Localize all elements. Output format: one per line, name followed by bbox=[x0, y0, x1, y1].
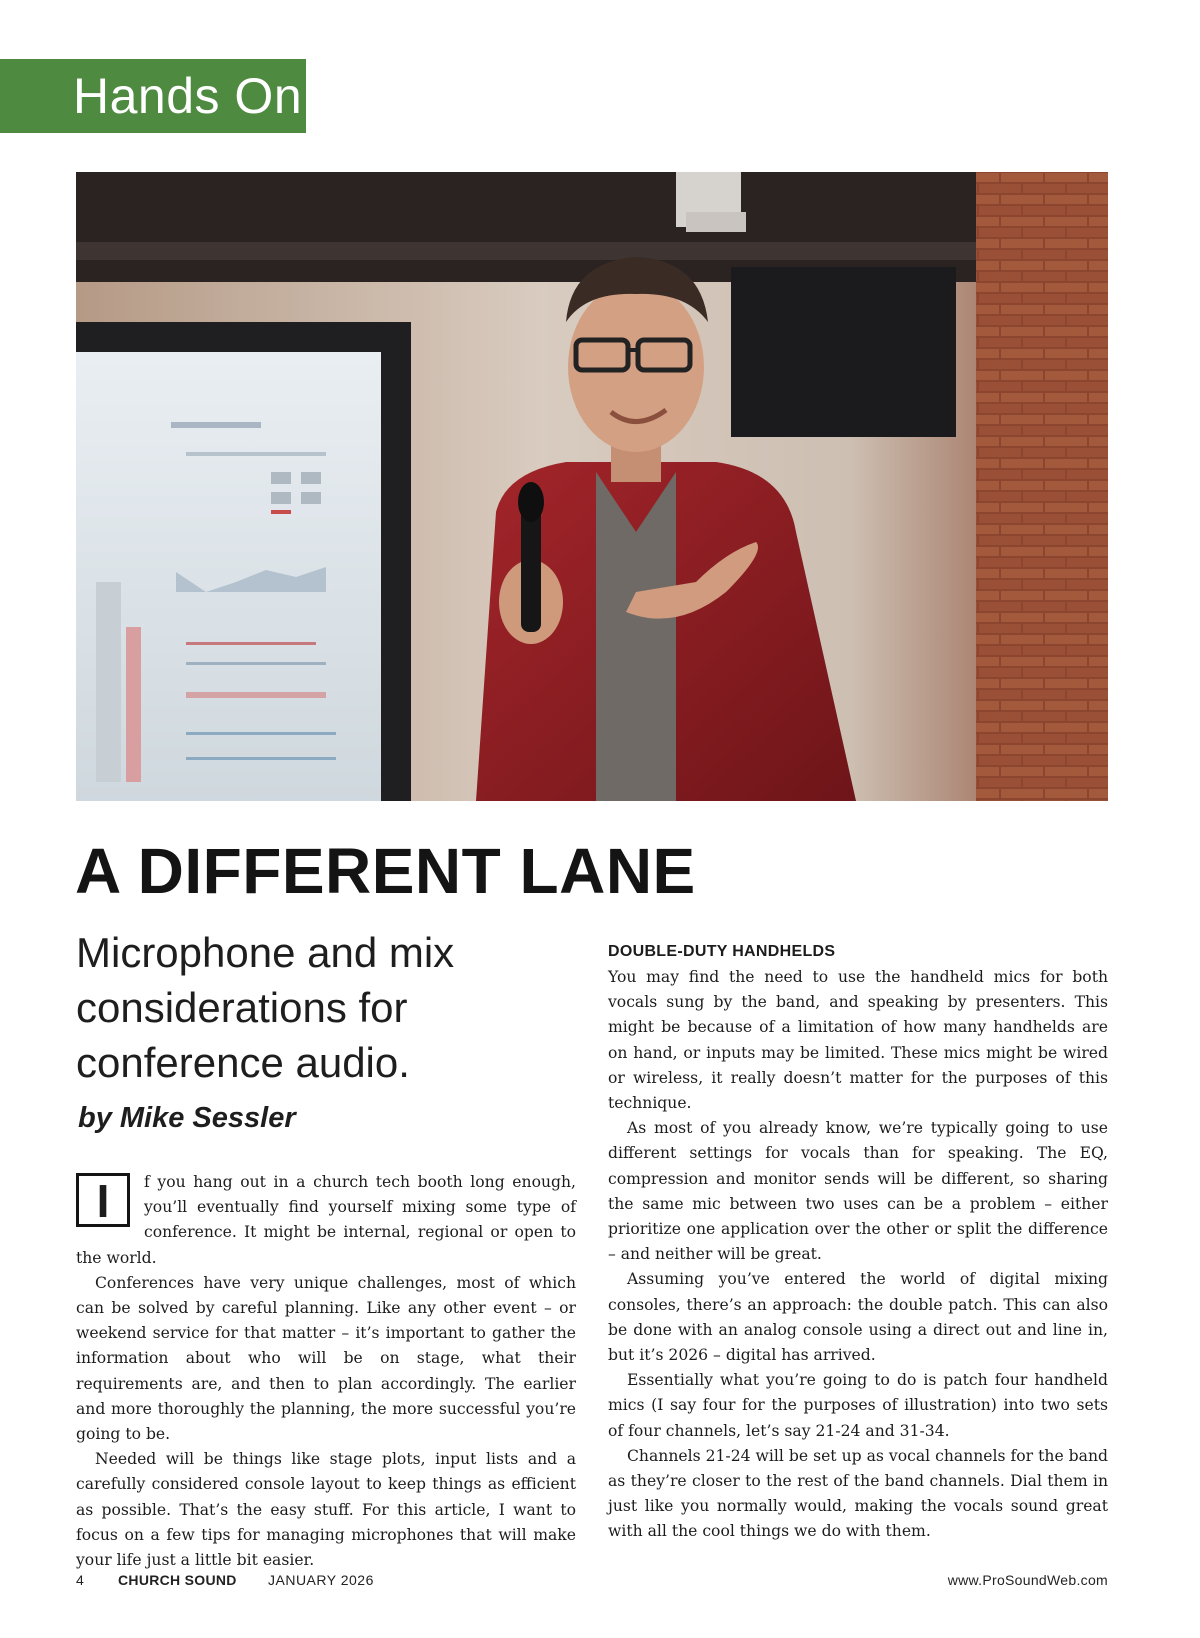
headline: A DIFFERENT LANE bbox=[75, 835, 696, 907]
paragraph: You may find the need to use the handheld mics for both vocals sung by the band, and speaking by presenters. This might be because of a limitation of how many handhelds are on hand, or inputs may be limited. These mics might be wired or wireless, it really doesn’t matter for the purposes of this technique. bbox=[608, 968, 1108, 1113]
hero-photo bbox=[76, 172, 1108, 801]
issue-date: JANUARY 2026 bbox=[268, 1572, 374, 1588]
byline: by Mike Sessler bbox=[78, 1102, 296, 1134]
subhead: Microphone and mix considerations for conference audio. bbox=[76, 929, 455, 1086]
dropcap: I bbox=[76, 1173, 130, 1227]
paragraph: Assuming you’ve entered the world of digital mixing consoles, there’s an approach: the double patch. This can also be done with an analog console using a direct out and line in, but it’s 2026 – digital has arrived. bbox=[608, 1270, 1108, 1365]
magazine-name: CHURCH SOUND bbox=[118, 1572, 237, 1588]
page-number: 4 bbox=[76, 1572, 84, 1588]
paragraph: I f you hang out in a church tech booth long enough, you’ll eventually find yourself mixing some type of conference. It might be internal, regional or open to the world. bbox=[76, 1173, 576, 1267]
website-url: www.ProSoundWeb.com bbox=[947, 1572, 1108, 1588]
right-column bbox=[608, 939, 1108, 1545]
footer bbox=[76, 1572, 1108, 1596]
paragraph: Conferences have very unique challenges, most of which can be solved by careful planning. Like any other event – or weekend service for that matter – it’s important to gather the information about who will be on stage, what their requirements are, and then to plan accordingly. The earlier and more thoroughly the planning, the more successful you’re going to be. bbox=[76, 1273, 576, 1444]
section-tab: Hands On bbox=[0, 59, 306, 133]
section-heading: DOUBLE-DUTY HANDHELDS bbox=[608, 943, 836, 960]
paragraph: Needed will be things like stage plots, input lists and a carefully considered console layout to keep things as efficient as possible. That’s the easy stuff. For this article, I want to focus on a few tips for managing microphones that will make your life just a little bit easier. bbox=[76, 1450, 576, 1570]
paragraph: Channels 21-24 will be set up as vocal channels for the band as they’re closer to the rest of the band channels. Dial them in just like you normally would, making the vocals sound great with all the cool things we do with them. bbox=[608, 1446, 1108, 1541]
left-column bbox=[76, 1170, 576, 1573]
paragraph: Essentially what you’re going to do is patch four handheld mics (I say four for the purposes of illustration) into two sets of four channels, let’s say 21-24 and 31-34. bbox=[608, 1371, 1108, 1440]
paragraph: As most of you already know, we’re typically going to use different settings for vocals than for speaking. The EQ, compression and monitor sends will be different, so sharing the same mic between two uses can be a problem – either prioritize one application over the other or split the difference – and neither will be great. bbox=[608, 1119, 1108, 1264]
